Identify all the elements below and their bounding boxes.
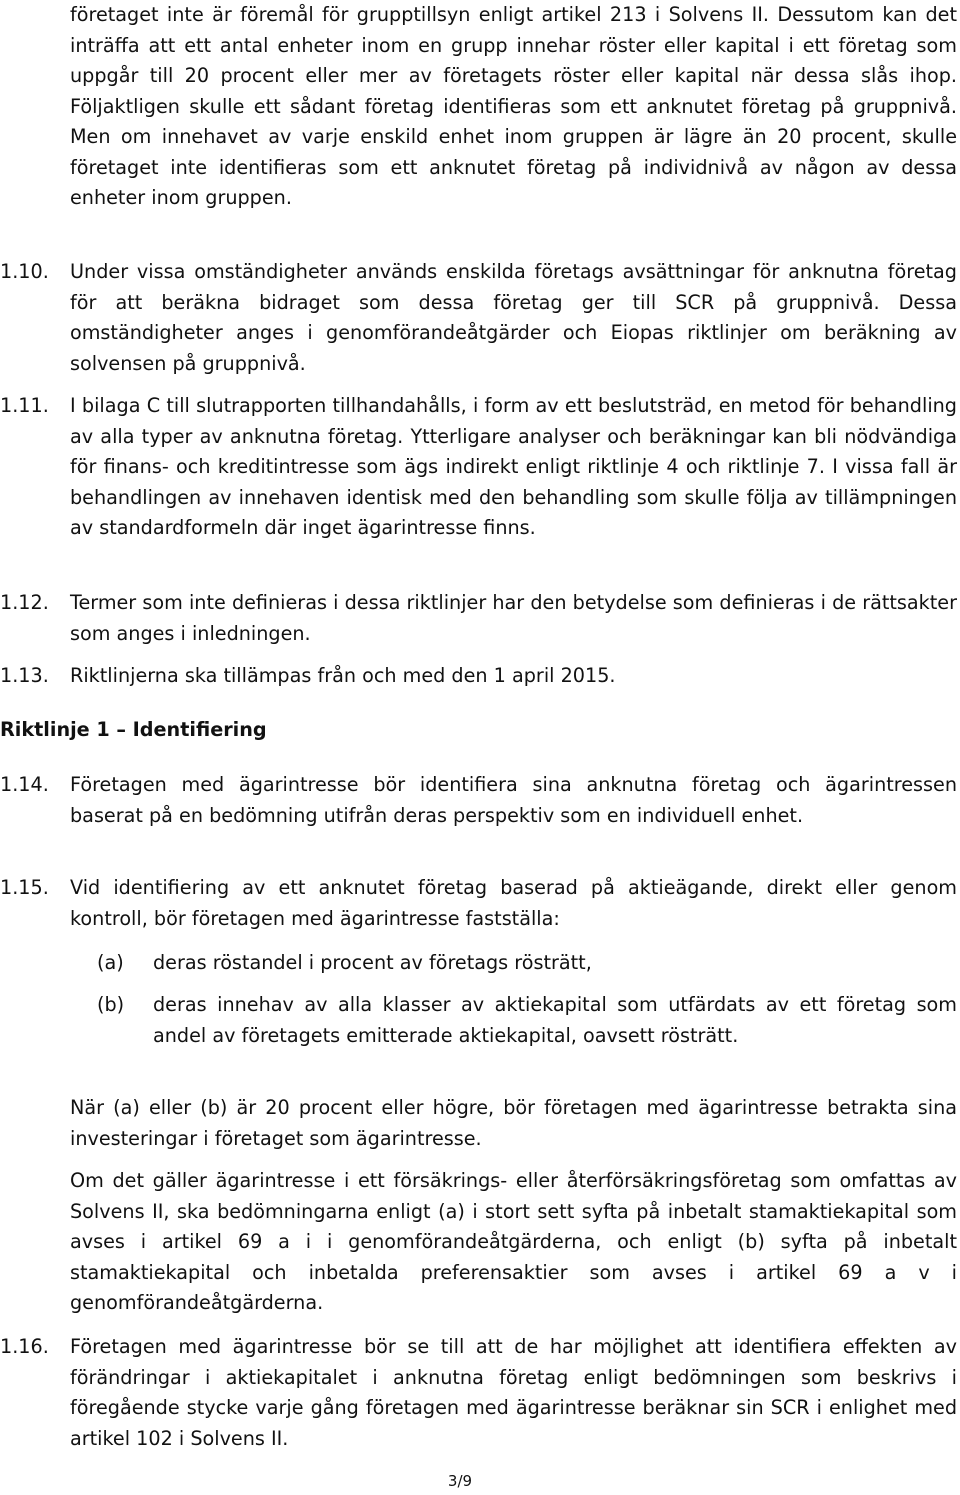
paragraph-1-11: I bilaga C till slutrapporten tillhandahålls, i form av ett beslutsträd, en metod för behandling av alla typer av anknutna företag. Ytterligare analyser och beräkningar kan bli nödvändiga för finans- och kreditintresse som ägs indirekt enligt riktlinje 4 och riktlinje 7. I vissa fall är behandlingen av innehaven identisk med den behandling som skulle följa av tillämpningen av standardformeln där inget ägarintresse finns. <box>70 394 957 539</box>
list-item-b: deras innehav av alla klasser av aktiekapital som utfärdats av ett företag som andel av företagets emitterade aktiekapital, oavsett rösträtt. <box>153 993 957 1047</box>
paragraph-1-12: Termer som inte definieras i dessa riktlinjer har den betydelse som definieras i de rättsakter som anges i inledningen. <box>70 591 957 645</box>
paragraph-number-1-16: 1.16. <box>0 1335 49 1358</box>
paragraph-number-1-12: 1.12. <box>0 591 49 614</box>
paragraph-1-14: Företagen med ägarintresse bör identifiera sina anknutna företag och ägarintressen baserat på en bedömning utifrån deras perspektiv som en individuell enhet. <box>70 773 957 827</box>
paragraph-1-15: Vid identifiering av ett anknutet företag baserad på aktieägande, direkt eller genom kontroll, bör företagen med ägarintresse fastställa: <box>70 876 957 930</box>
paragraph-intro: företaget inte är föremål för grupptillsyn enligt artikel 213 i Solvens II. Dessutom kan det inträffa att ett antal enheter inom en grupp innehar röster eller kapital i ett företag som uppgår till 20 procent eller mer av företagets röster eller kapital när dessa slås ihop. Följaktligen skulle ett sådant företag identifieras som ett anknutet företag på gruppnivå. Men om innehavet av varje enskild enhet inom gruppen är lägre än 20 procent, skulle företaget inte identifieras som ett anknutet företag på individnivå av någon av dessa enheter inom gruppen. <box>70 3 957 209</box>
list-label-a: (a) <box>97 951 124 974</box>
paragraph-number-1-10: 1.10. <box>0 260 49 283</box>
paragraph-number-1-11: 1.11. <box>0 394 49 417</box>
paragraph-1-13: Riktlinjerna ska tillämpas från och med den 1 april 2015. <box>70 664 616 687</box>
paragraph-number-1-13: 1.13. <box>0 664 49 687</box>
paragraph-1-15-continued: När (a) eller (b) är 20 procent eller högre, bör företagen med ägarintresse betrakta sina investeringar i företaget som ägarintresse. <box>70 1096 957 1150</box>
section-heading: Riktlinje 1 – Identifiering <box>0 718 267 741</box>
paragraph-number-1-14: 1.14. <box>0 773 49 796</box>
paragraph-number-1-15: 1.15. <box>0 876 49 899</box>
list-item-a: deras röstandel i procent av företags rösträtt, <box>153 951 592 974</box>
paragraph-1-10: Under vissa omständigheter används enskilda företags avsättningar för anknutna företag för att beräkna bidraget som dessa företag ger till SCR på gruppnivå. Dessa omständigheter anges i genomförandeåtgärder och Eiopas riktlinjer om beräkning av solvensen på gruppnivå. <box>70 260 957 375</box>
paragraph-1-15-continued-2: Om det gäller ägarintresse i ett försäkrings- eller återförsäkringsföretag som omfattas av Solvens II, ska bedömningarna enligt (a) i stort sett syfta på inbetalt stamaktiekapital som avses i artikel 69 a i i genomförandeåtgärderna, och enligt (b) syfta på inbetalt stamaktiekapital och inbetalda preferensaktier som avses i artikel 69 a v i genomförandeåtgärderna. <box>70 1169 957 1314</box>
paragraph-1-16: Företagen med ägarintresse bör se till att de har möjlighet att identifiera effekten av förändringar i aktiekapitalet i anknutna företag enligt bedömningen som beskrivs i föregående stycke varje gång företagen med ägarintresse beräknar sin SCR i enlighet med artikel 102 i Solvens II. <box>70 1335 957 1450</box>
page-number: 3/9 <box>447 1472 473 1490</box>
list-label-b: (b) <box>97 993 125 1016</box>
